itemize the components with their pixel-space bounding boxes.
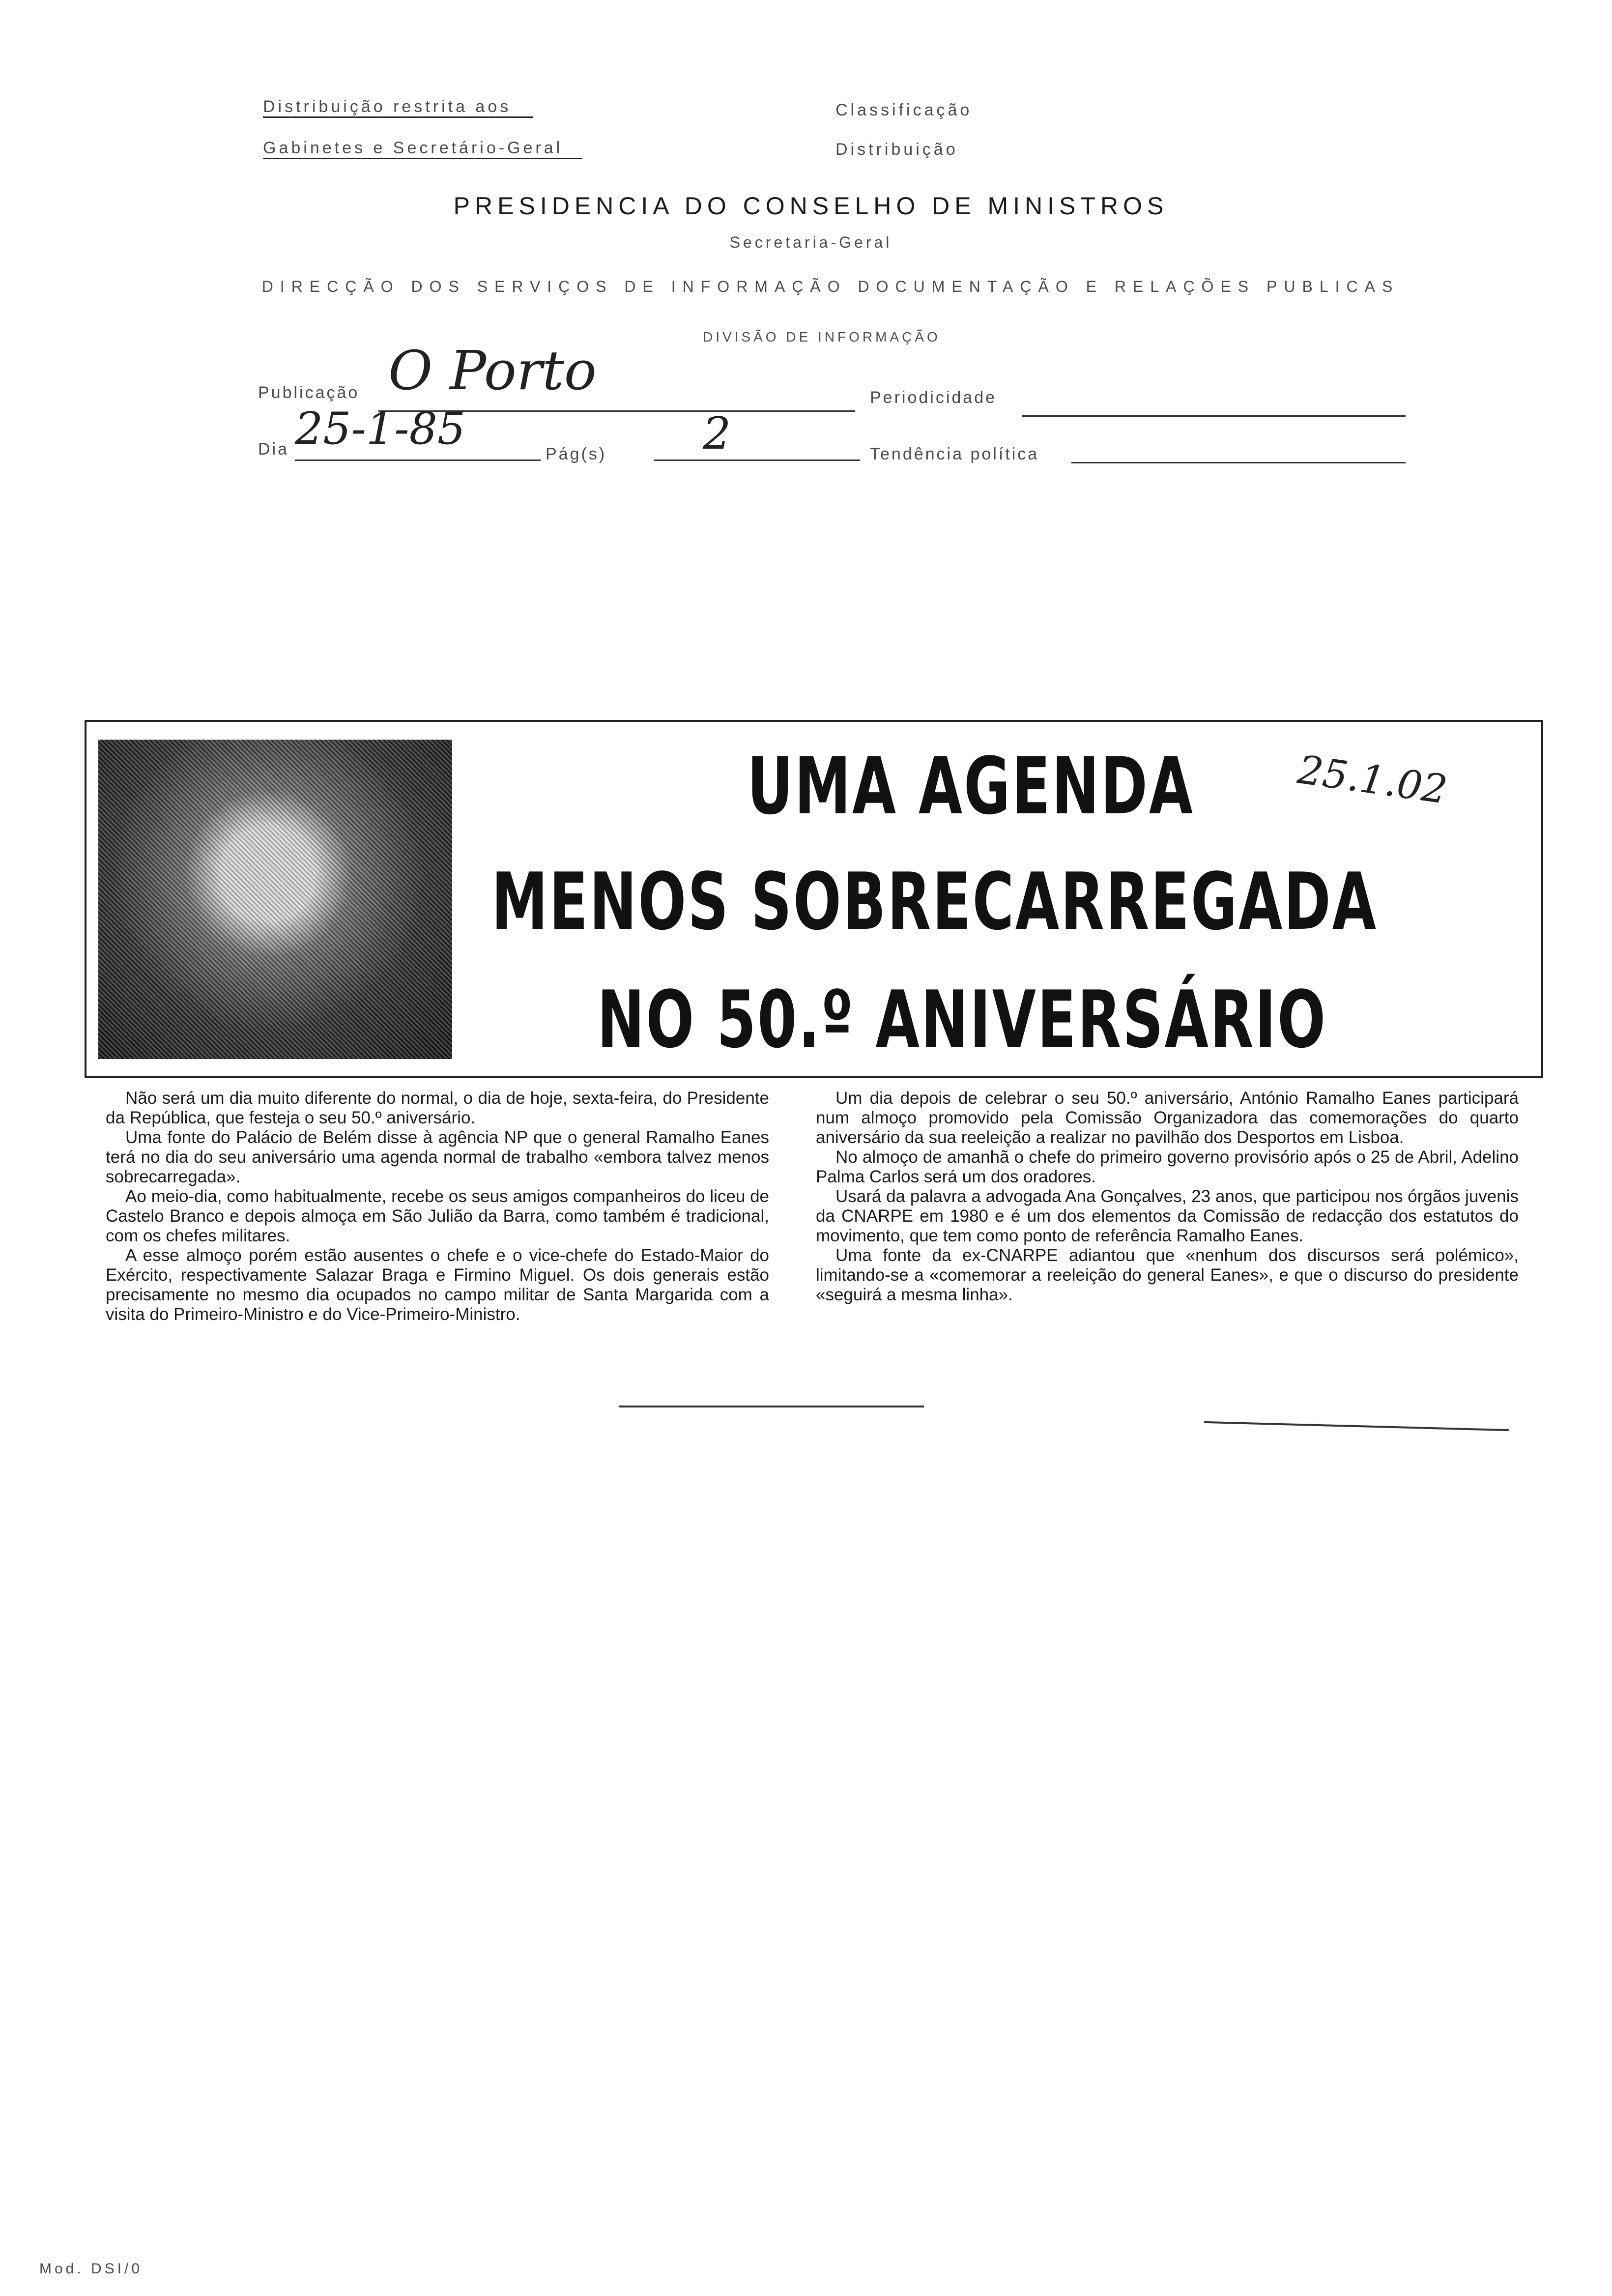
clipping-bottom-rule-right <box>1204 1421 1509 1431</box>
headline-line-3: NO 50.º ANIVERSÁRIO <box>597 974 1327 1065</box>
left-paragraph: Uma fonte do Palácio de Belém disse à agência NP que o general Ramalho Eanes terá no dia do seu aniversário uma agenda normal de trabalho «embora talvez menos sobrecarregada». <box>106 1128 769 1186</box>
distribution-restricted-line2: Gabinetes e Secretário-Geral <box>263 139 582 159</box>
model-code: Mod. DSI/0 <box>39 2261 143 2277</box>
secretariat: Secretaria-Geral <box>729 233 892 251</box>
periodicity-label: Periodicidade <box>870 388 997 407</box>
distribution-label: Distribuição <box>835 140 958 159</box>
pages-underline <box>654 459 860 461</box>
division: DIVISÃO DE INFORMAÇÃO <box>703 329 941 344</box>
day-label: Dia <box>258 440 289 459</box>
headline-line-1: UMA AGENDA <box>747 740 1194 832</box>
handwritten-note: 25.1.02 <box>1295 746 1450 813</box>
right-paragraph: No almoço de amanhã o chefe do primeiro governo provisório após o 25 de Abril, Adelino Palma Carlos será um dos oradores. <box>816 1148 1519 1186</box>
tendency-label: Tendência política <box>870 445 1039 463</box>
pages-label: Pág(s) <box>546 445 607 463</box>
distribution-restricted-line1: Distribuição restrita aos <box>263 97 533 118</box>
left-paragraph: Ao meio-dia, como habitualmente, recebe os seus amigos companheiros do liceu de Castelo Branco e depois almoça em São Julião da Barra, como também é tradicional, com os chefes militares. <box>106 1187 769 1245</box>
day-underline <box>295 459 541 461</box>
left-paragraph: Não será um dia muito diferente do normal, o dia de hoje, sexta-feira, do Presidente da República, que festeja o seu 50.º aniversário. <box>106 1089 769 1127</box>
right-paragraph: Um dia depois de celebrar o seu 50.º aniversário, António Ramalho Eanes participará num almoço promovido pela Comissão Organizadora das comemorações do quarto aniversário da sua reeleição a realizar no pavilhão dos Desportos em Lisboa. <box>816 1089 1519 1147</box>
tendency-underline <box>1071 462 1406 463</box>
left-paragraph: A esse almoço porém estão ausentes o chefe e o vice-chefe do Estado-Maior do Exército, respectivamente Salazar Braga e Firmino Miguel. Os dois generais estão precisamente no mesmo dia ocupados no campo militar de Santa Margarida com a visita do Primeiro-Ministro e do Vice-Primeiro-Ministro. <box>106 1246 769 1324</box>
article-left-column <box>106 1089 769 1324</box>
right-paragraph: Uma fonte da ex-CNARPE adiantou que «nenhum dos discursos será polémico», limitando-se a «comemorar a reeleição do general Eanes», e que o discurso do presidente «seguirá a mesma linha». <box>816 1246 1519 1304</box>
headline-line-2: MENOS SOBRECARREGADA <box>491 856 1378 947</box>
directorate: DIRECÇÃO DOS SERVIÇOS DE INFORMAÇÃO DOCUMENTAÇÃO E RELAÇÕES PUBLICAS <box>261 278 1400 295</box>
publication-label: Publicação <box>258 383 360 402</box>
periodicity-underline <box>1022 415 1406 417</box>
right-paragraph: Usará da palavra a advogada Ana Gonçalves, 23 anos, que participou nos órgãos juvenis da CNARPE em 1980 e é um dos elementos da Comissão de redacção dos estatutos do movimento, que tem como ponto de referência Ramalho Eanes. <box>816 1187 1519 1245</box>
portrait-photo <box>98 740 452 1059</box>
classification-label: Classificação <box>835 101 973 119</box>
publication-value: O Porto <box>388 339 597 402</box>
article-right-column <box>816 1089 1519 1305</box>
pages-value: 2 <box>703 408 731 459</box>
clipping-bottom-rule <box>619 1406 924 1407</box>
day-value: 25-1-85 <box>295 403 466 455</box>
org-title: PRESIDENCIA DO CONSELHO DE MINISTROS <box>453 192 1169 220</box>
